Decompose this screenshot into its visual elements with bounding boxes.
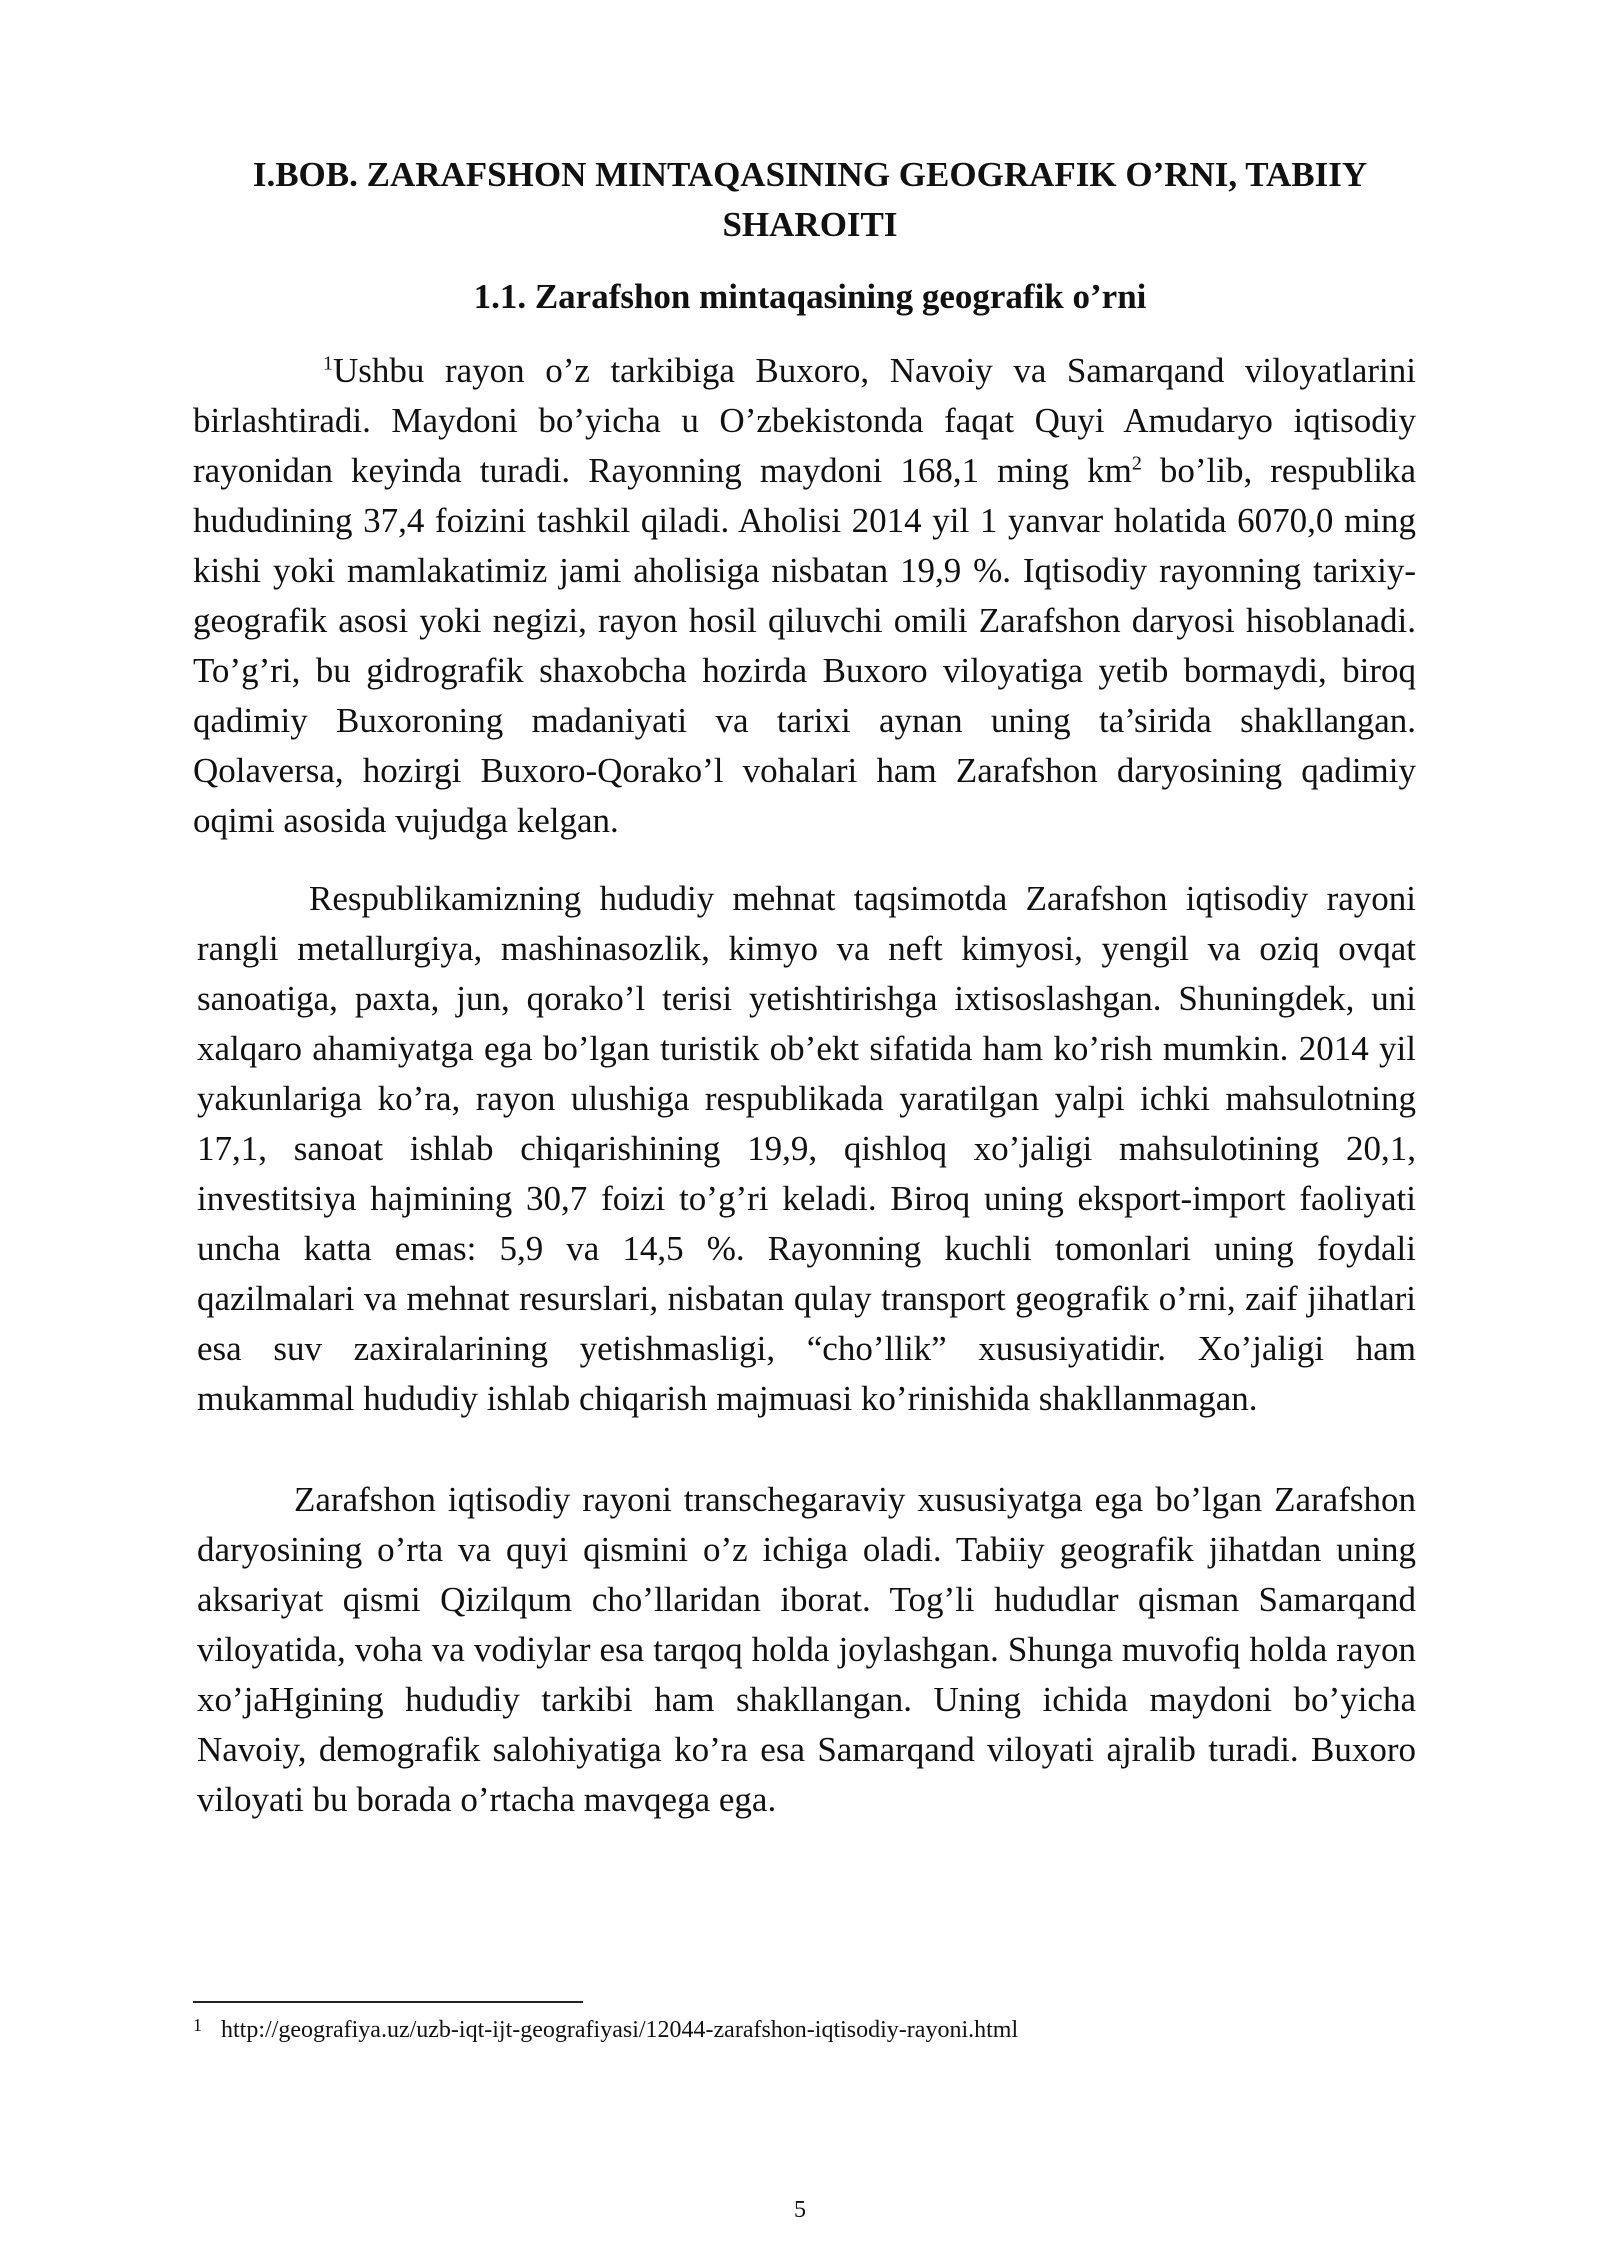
footnote-link[interactable]: http://geografiya.uz/uzb-iqt-ijt-geografiyasi/12044-zarafshon-iqtisodiy-rayoni.html	[221, 2017, 1019, 2043]
footnote	[193, 2014, 1416, 2046]
page-number: 5	[794, 2197, 806, 2223]
paragraph-1-text-a: Ushbu rayon o’z tarkibiga Buxoro, Navoiy va Samarqand viloyatlarini birlashtiradi. Maydoni bo’yicha u O’zbekistonda faqat Quyi Amudaryo iqtisodiy rayonidan keyinda turadi. Rayonning maydoni 168,1 ming km	[193, 351, 1416, 490]
footnote-mark: 1	[193, 2015, 202, 2035]
paragraph-2: Respublikamizning hududiy mehnat taqsimotda Zarafshon iqtisodiy rayoni rangli metallurgiya, mashinasozlik, kimyo va neft kimyosi, yengil va oziq ovqat sanoatiga, paxta, jun, qorako’l terisi yetishtirishga ixtisoslashgan. Shuningdek, uni xalqaro ahamiyatga ega bo’lgan turistik ob’ekt sifatida ham ko’rish mumkin. 2014 yil yakunlariga ko’ra, rayon ulushiga respublikada yaratilgan yalpi ichki mahsulotning 17,1, sanoat ishlab chiqarishining 19,9, qishloq xo’jaligi mahsulotining 20,1, investitsiya hajmining 30,7 foizi to’g’ri keladi. Biroq uning eksport-import faoliyati uncha katta emas: 5,9 va 14,5 %. Rayonning kuchli tomonlari uning foydali qazilmalari va mehnat resurslari, nisbatan qulay transport geografik o’rni, zaif jihatlari esa suv zaxiralarining yetishmasligi, “cho’llik” xususiyatidir. Xo’jaligi ham mukammal hududiy ishlab chiqarish majmuasi ko’rinishida shakllanmagan.	[197, 879, 1416, 1418]
section-title: 1.1. Zarafshon mintaqasining geografik o’rni	[473, 277, 1147, 316]
paragraph-1-text-b: bo’lib, respublika hududining 37,4 foizini tashkil qiladi. Aholisi 2014 yil 1 yanvar holatida 6070,0 ming kishi yoki mamlakatimiz jami aholisiga nisbatan 19,9 %. Iqtisodiy rayonning tarixiy-geografik asosi yoki negizi, rayon hosil qiluvchi omili Zarafshon daryosi hisoblanadi. To’g’ri, bu gidrografik shaxobcha hozirda Buxoro viloyatiga yetib bormaydi, biroq qadimiy Buxoroning madaniyati va tarixi aynan uning ta’sirida shakllangan. Qolaversa, hozirgi Buxoro-Qorako’l vohalari ham Zarafshon daryosining qadimiy oqimi asosida vujudga kelgan.	[193, 451, 1417, 840]
paragraph-1	[193, 346, 1416, 846]
superscript-unit: 2	[1131, 452, 1142, 475]
paragraph-3: Zarafshon iqtisodiy rayoni transchegaraviy xususiyatga ega bo’lgan Zarafshon daryosining o’rta va quyi qismini o’z ichiga oladi. Tabiiy geografik jihatdan uning aksariyat qismi Qizilqum cho’llaridan iborat. Tog’li hududlar qisman Samarqand viloyatida, voha va vodiylar esa tarqoq holda joylashgan. Shunga muvofiq holda rayon xo’jaHgining hududiy tarkibi ham shakllangan. Uning ichida maydoni bo’yicha Navoiy, demografik salohiyatiga ko’ra esa Samarqand viloyati ajralib turadi. Buxoro viloyati bu borada o’rtacha mavqega ega.	[197, 1480, 1416, 1819]
footnote-reference[interactable]: 1	[323, 352, 333, 375]
footnote-separator	[193, 2001, 583, 2003]
chapter-title: I.BOB. ZARAFSHON MINTAQASINING GEOGRAFIK O’RNI, TABIIY SHAROITI	[252, 155, 1368, 244]
